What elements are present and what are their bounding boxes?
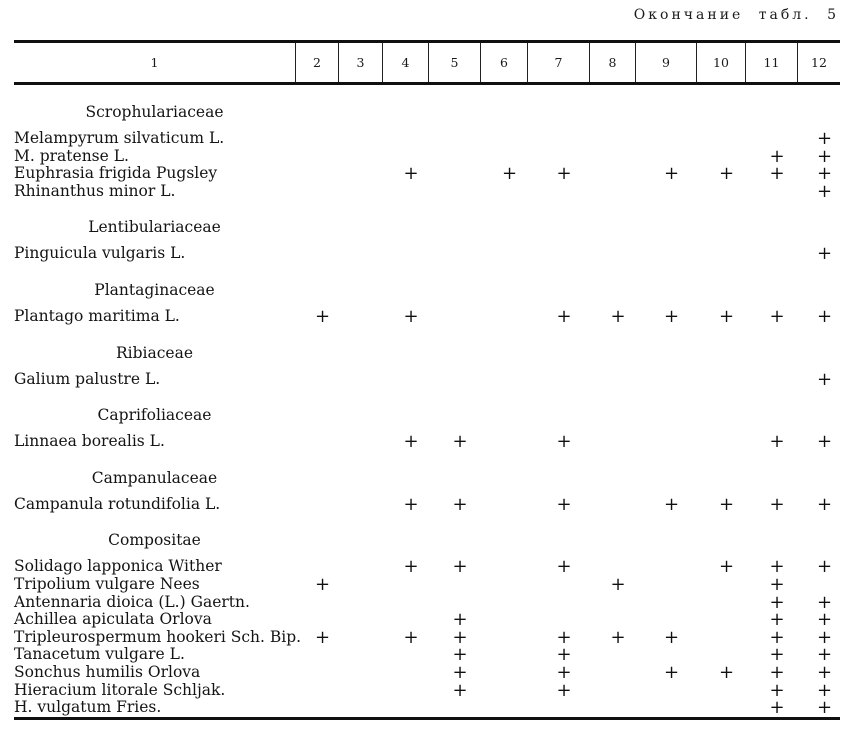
- presence-mark: +: [816, 556, 833, 578]
- presence-mark: +: [452, 644, 468, 666]
- mark-cell-col-4: [382, 183, 428, 201]
- mark-cell-col-2: [295, 496, 338, 514]
- mark-cell-col-9: [635, 594, 696, 612]
- species-name: Tanacetum vulgare L.: [14, 645, 185, 664]
- mark-cell-col-3: [338, 611, 382, 629]
- species-row: [14, 368, 840, 390]
- mark-cell-col-4: [382, 433, 428, 451]
- family-row: [14, 402, 840, 428]
- presence-mark: +: [718, 556, 735, 578]
- mark-cell-col-9: [635, 433, 696, 451]
- presence-mark: +: [816, 697, 833, 719]
- mark-cell-col-5: [428, 183, 480, 201]
- mark-cell-col-2: [295, 682, 338, 700]
- presence-mark: +: [452, 493, 468, 515]
- mark-cell-col-3: [338, 148, 382, 166]
- mark-cell-col-4: [382, 493, 428, 515]
- header-col-10: 10: [696, 43, 745, 82]
- mark-cell-col-2: [295, 594, 338, 612]
- mark-cell-col-2: [295, 699, 338, 717]
- species-row: [14, 493, 840, 515]
- mark-cell-col-2: [295, 433, 338, 451]
- mark-cell-col-8: [589, 646, 635, 664]
- presence-mark: +: [718, 163, 735, 185]
- mark-cell-col-10: [696, 165, 745, 183]
- presence-mark: +: [769, 145, 785, 167]
- mark-cell-col-11: [745, 493, 797, 515]
- mark-cell-col-7: [527, 493, 589, 515]
- mark-cell-col-3: [338, 629, 382, 647]
- mark-cell-col-8: [589, 130, 635, 148]
- mark-cell-col-4: [382, 664, 428, 682]
- mark-cell-col-2: [295, 664, 338, 682]
- species-name: M. pratense L.: [14, 146, 129, 165]
- presence-mark: +: [718, 661, 735, 683]
- presence-mark: +: [769, 431, 785, 453]
- mark-cell-col-8: [589, 594, 635, 612]
- mark-cell-col-3: [338, 664, 382, 682]
- species-row: [14, 165, 840, 183]
- mark-cell-col-6: [480, 245, 527, 263]
- mark-cell-col-3: [338, 682, 382, 700]
- family-heading: Ribiaceae: [115, 343, 193, 362]
- mark-cell-col-9: [635, 183, 696, 201]
- presence-mark: +: [663, 305, 680, 327]
- mark-cell-col-4: [382, 699, 428, 717]
- family-heading: Plantaginaceae: [94, 280, 215, 299]
- presence-mark: +: [816, 626, 833, 648]
- species-row: [14, 245, 840, 263]
- header-col-12: 12: [797, 43, 840, 82]
- presence-mark: +: [816, 305, 833, 327]
- mark-cell-col-2: [295, 130, 338, 148]
- mark-cell-col-4: [382, 165, 428, 183]
- mark-cell-col-10: [696, 594, 745, 612]
- species-name: Campanula rotundifolia L.: [14, 494, 221, 513]
- mark-cell-col-12: [797, 368, 840, 390]
- mark-cell-col-9: [635, 305, 696, 327]
- species-name: Achillea apiculata Orlova: [14, 610, 212, 629]
- mark-cell-col-3: [338, 496, 382, 514]
- mark-cell-col-6: [480, 165, 527, 183]
- mark-cell-col-6: [480, 646, 527, 664]
- page-title: Окончание табл. 5: [633, 7, 839, 23]
- species-name: Sonchus humilis Orlova: [14, 662, 201, 681]
- presence-mark: +: [556, 163, 572, 185]
- mark-cell-col-9: [635, 371, 696, 389]
- species-name: Hieracium litorale Schljak.: [14, 680, 226, 699]
- presence-mark: +: [403, 626, 419, 648]
- header-col-9: 9: [635, 43, 696, 82]
- presence-mark: +: [816, 163, 833, 185]
- species-name: Solidago lapponica Wither: [14, 557, 222, 576]
- mark-cell-col-11: [745, 371, 797, 389]
- presence-mark: +: [718, 305, 735, 327]
- presence-mark: +: [816, 128, 833, 149]
- family-row: [14, 277, 840, 303]
- presence-mark: +: [556, 661, 572, 683]
- mark-cell-col-3: [338, 558, 382, 576]
- mark-cell-col-9: [635, 576, 696, 594]
- mark-cell-col-9: [635, 130, 696, 148]
- header-col-3: 3: [338, 43, 382, 82]
- mark-cell-col-5: [428, 679, 480, 701]
- header-col-7: 7: [527, 43, 589, 82]
- family-row: [14, 340, 840, 366]
- mark-cell-col-11: [745, 245, 797, 263]
- mark-cell-col-8: [589, 699, 635, 717]
- species-row: [14, 305, 840, 327]
- mark-cell-col-2: [295, 371, 338, 389]
- family-heading: Lentibulariaceae: [88, 218, 221, 237]
- mark-cell-col-8: [589, 245, 635, 263]
- presence-mark: +: [816, 644, 833, 666]
- presence-mark: +: [452, 626, 468, 648]
- species-name: Pinguicula vulgaris L.: [14, 244, 186, 263]
- mark-cell-col-5: [428, 576, 480, 594]
- species-name: Rhinanthus minor L.: [14, 181, 176, 200]
- presence-mark: +: [452, 679, 468, 701]
- presence-mark: +: [556, 644, 572, 666]
- presence-mark: +: [718, 493, 735, 515]
- mark-cell-col-4: [382, 305, 428, 327]
- mark-cell-col-7: [527, 558, 589, 576]
- mark-cell-col-9: [635, 682, 696, 700]
- mark-cell-col-8: [589, 433, 635, 451]
- presence-mark: +: [816, 180, 833, 202]
- mark-cell-col-4: [382, 626, 428, 648]
- mark-cell-col-10: [696, 245, 745, 263]
- header-col-2: 2: [295, 43, 338, 82]
- species-name: Euphrasia frigida Pugsley: [14, 164, 218, 183]
- mark-cell-col-10: [696, 661, 745, 683]
- mark-cell-col-3: [338, 371, 382, 389]
- species-name: Galium palustre L.: [14, 369, 161, 388]
- presence-mark: +: [769, 573, 785, 595]
- presence-mark: +: [610, 573, 626, 595]
- mark-cell-col-10: [696, 576, 745, 594]
- mark-cell-col-4: [382, 130, 428, 148]
- species-row: [14, 145, 840, 167]
- presence-mark: +: [556, 493, 572, 515]
- mark-cell-col-8: [589, 165, 635, 183]
- mark-cell-col-11: [745, 699, 797, 717]
- mark-cell-col-4: [382, 245, 428, 263]
- species-row: [14, 646, 840, 664]
- presence-mark: +: [769, 305, 785, 327]
- presence-mark: +: [816, 679, 833, 701]
- mark-cell-col-7: [527, 165, 589, 183]
- species-row: [14, 626, 840, 648]
- mark-cell-col-3: [338, 433, 382, 451]
- mark-cell-col-10: [696, 558, 745, 576]
- presence-mark: +: [403, 556, 419, 578]
- species-name: Linnaea borealis L.: [14, 432, 165, 451]
- species-row: [14, 611, 840, 629]
- table-bottom-rule: [14, 717, 840, 720]
- presence-mark: +: [816, 661, 833, 683]
- mark-cell-col-10: [696, 629, 745, 647]
- mark-cell-col-4: [382, 576, 428, 594]
- mark-cell-col-7: [527, 130, 589, 148]
- mark-cell-col-3: [338, 308, 382, 326]
- presence-mark: +: [403, 493, 419, 515]
- mark-cell-col-2: [295, 245, 338, 263]
- mark-cell-col-8: [589, 496, 635, 514]
- species-row: [14, 591, 840, 613]
- species-row: [14, 558, 840, 576]
- presence-mark: +: [769, 697, 785, 719]
- mark-cell-col-6: [480, 496, 527, 514]
- family-heading: Scrophulariaceae: [85, 103, 224, 121]
- mark-cell-col-6: [480, 308, 527, 326]
- mark-cell-col-12: [797, 433, 840, 451]
- mark-cell-col-9: [635, 661, 696, 683]
- mark-cell-col-12: [797, 305, 840, 327]
- header-col-4: 4: [382, 43, 428, 82]
- mark-cell-col-7: [527, 245, 589, 263]
- presence-mark: +: [501, 163, 518, 185]
- family-heading: Compositae: [108, 531, 201, 550]
- presence-mark: +: [556, 305, 572, 327]
- presence-mark: +: [663, 163, 680, 185]
- family-heading: Campanulaceae: [91, 468, 218, 487]
- presence-mark: +: [816, 243, 833, 265]
- mark-cell-col-5: [428, 699, 480, 717]
- species-row: [14, 699, 840, 717]
- presence-mark: +: [556, 626, 572, 648]
- mark-cell-col-12: [797, 493, 840, 515]
- mark-cell-col-2: [295, 183, 338, 201]
- mark-cell-col-10: [696, 682, 745, 700]
- mark-cell-col-12: [797, 699, 840, 717]
- mark-cell-col-10: [696, 611, 745, 629]
- presence-mark: +: [314, 626, 331, 648]
- mark-cell-col-4: [382, 371, 428, 389]
- species-name: Plantago maritima L.: [14, 306, 180, 325]
- presence-mark: +: [663, 626, 680, 648]
- mark-cell-col-10: [696, 699, 745, 717]
- mark-cell-col-12: [797, 245, 840, 263]
- presence-mark: +: [769, 556, 785, 578]
- mark-cell-col-8: [589, 664, 635, 682]
- species-name: Melampyrum silvaticum L.: [14, 129, 225, 147]
- species-name: H. vulgatum Fries.: [14, 698, 162, 717]
- header-col-5: 5: [428, 43, 480, 82]
- presence-mark: +: [769, 493, 785, 515]
- presence-mark: +: [403, 163, 419, 185]
- mark-cell-col-9: [635, 493, 696, 515]
- mark-cell-col-8: [589, 305, 635, 327]
- mark-cell-col-9: [635, 558, 696, 576]
- mark-cell-col-6: [480, 433, 527, 451]
- mark-cell-col-5: [428, 245, 480, 263]
- mark-cell-col-7: [527, 699, 589, 717]
- mark-cell-col-6: [480, 611, 527, 629]
- mark-cell-col-7: [527, 576, 589, 594]
- mark-cell-col-9: [635, 245, 696, 263]
- mark-cell-col-8: [589, 371, 635, 389]
- mark-cell-col-8: [589, 626, 635, 648]
- mark-cell-col-7: [527, 305, 589, 327]
- mark-cell-col-7: [527, 679, 589, 701]
- mark-cell-col-3: [338, 594, 382, 612]
- mark-cell-col-2: [295, 148, 338, 166]
- mark-cell-col-4: [382, 558, 428, 576]
- header-col-11: 11: [745, 43, 797, 82]
- family-row: [14, 527, 840, 553]
- mark-cell-col-5: [428, 558, 480, 576]
- presence-mark: +: [403, 431, 419, 453]
- mark-cell-col-3: [338, 576, 382, 594]
- mark-cell-col-10: [696, 433, 745, 451]
- mark-cell-col-9: [635, 165, 696, 183]
- mark-cell-col-6: [480, 371, 527, 389]
- mark-cell-col-10: [696, 130, 745, 148]
- family-row: [14, 465, 840, 491]
- mark-cell-col-5: [428, 371, 480, 389]
- mark-cell-col-3: [338, 165, 382, 183]
- presence-mark: +: [403, 305, 419, 327]
- mark-cell-col-11: [745, 165, 797, 183]
- mark-cell-col-6: [480, 629, 527, 647]
- presence-mark: +: [556, 431, 572, 453]
- header-col-6: 6: [480, 43, 527, 82]
- species-row: [14, 180, 840, 202]
- mark-cell-col-5: [428, 148, 480, 166]
- presence-mark: +: [769, 644, 785, 666]
- family-heading: Caprifoliaceae: [97, 406, 212, 425]
- mark-cell-col-7: [527, 594, 589, 612]
- species-row: [14, 130, 840, 148]
- mark-cell-col-10: [696, 371, 745, 389]
- mark-cell-col-11: [745, 433, 797, 451]
- mark-cell-col-2: [295, 646, 338, 664]
- presence-mark: +: [769, 661, 785, 683]
- mark-cell-col-10: [696, 183, 745, 201]
- species-row: [14, 661, 840, 683]
- species-name: Tripleurospermum hookeri Sch. Bip.: [14, 627, 302, 646]
- mark-cell-col-5: [428, 165, 480, 183]
- mark-cell-col-5: [428, 493, 480, 515]
- mark-cell-col-6: [480, 699, 527, 717]
- presence-mark: +: [769, 609, 785, 631]
- presence-mark: +: [769, 679, 785, 701]
- mark-cell-col-7: [527, 433, 589, 451]
- mark-cell-col-7: [527, 371, 589, 389]
- mark-cell-col-3: [338, 699, 382, 717]
- presence-mark: +: [769, 626, 785, 648]
- table-body: [14, 99, 840, 717]
- mark-cell-col-6: [480, 576, 527, 594]
- presence-mark: +: [556, 679, 572, 701]
- mark-cell-col-4: [382, 682, 428, 700]
- species-row: [14, 433, 840, 451]
- mark-cell-col-4: [382, 646, 428, 664]
- mark-cell-col-2: [295, 165, 338, 183]
- presence-mark: +: [452, 431, 468, 453]
- family-row: [14, 214, 840, 240]
- mark-cell-col-11: [745, 183, 797, 201]
- species-row: [14, 573, 840, 595]
- presence-mark: +: [663, 661, 680, 683]
- mark-cell-col-3: [338, 183, 382, 201]
- header-col-8: 8: [589, 43, 635, 82]
- table-header-row: [14, 40, 840, 85]
- mark-cell-col-8: [589, 183, 635, 201]
- presence-mark: +: [816, 431, 833, 453]
- mark-cell-col-5: [428, 130, 480, 148]
- mark-cell-col-4: [382, 594, 428, 612]
- mark-cell-col-3: [338, 245, 382, 263]
- mark-cell-col-8: [589, 148, 635, 166]
- mark-cell-col-6: [480, 682, 527, 700]
- presence-mark: +: [816, 368, 833, 390]
- presence-mark: +: [816, 591, 833, 613]
- species-name: Antennaria dioica (L.) Gaertn.: [14, 592, 250, 611]
- mark-cell-col-8: [589, 682, 635, 700]
- mark-cell-col-6: [480, 130, 527, 148]
- mark-cell-col-6: [480, 558, 527, 576]
- species-presence-table: [14, 40, 840, 720]
- mark-cell-col-9: [635, 626, 696, 648]
- presence-mark: +: [314, 573, 331, 595]
- mark-cell-col-2: [295, 305, 338, 327]
- mark-cell-col-10: [696, 493, 745, 515]
- family-row: [14, 99, 840, 125]
- mark-cell-col-5: [428, 308, 480, 326]
- presence-mark: +: [663, 493, 680, 515]
- mark-cell-col-12: [797, 180, 840, 202]
- presence-mark: +: [556, 556, 572, 578]
- presence-mark: +: [452, 556, 468, 578]
- mark-cell-col-11: [745, 305, 797, 327]
- mark-cell-col-10: [696, 305, 745, 327]
- mark-cell-col-3: [338, 646, 382, 664]
- mark-cell-col-2: [295, 626, 338, 648]
- mark-cell-col-6: [480, 594, 527, 612]
- mark-cell-col-6: [480, 664, 527, 682]
- mark-cell-col-5: [428, 433, 480, 451]
- presence-mark: +: [314, 305, 331, 327]
- presence-mark: +: [816, 493, 833, 515]
- mark-cell-col-7: [527, 183, 589, 201]
- header-col-1: 1: [150, 55, 159, 70]
- presence-mark: +: [816, 609, 833, 631]
- species-name: Tripolium vulgare Nees: [14, 574, 200, 593]
- presence-mark: +: [452, 661, 468, 683]
- presence-mark: +: [452, 609, 468, 631]
- mark-cell-col-9: [635, 699, 696, 717]
- species-row: [14, 679, 840, 701]
- presence-mark: +: [769, 591, 785, 613]
- presence-mark: +: [610, 305, 626, 327]
- mark-cell-col-12: [797, 558, 840, 576]
- mark-cell-col-8: [589, 573, 635, 595]
- presence-mark: +: [769, 163, 785, 185]
- mark-cell-col-6: [480, 183, 527, 201]
- mark-cell-col-3: [338, 130, 382, 148]
- presence-mark: +: [816, 145, 833, 167]
- mark-cell-col-2: [295, 573, 338, 595]
- presence-mark: +: [610, 626, 626, 648]
